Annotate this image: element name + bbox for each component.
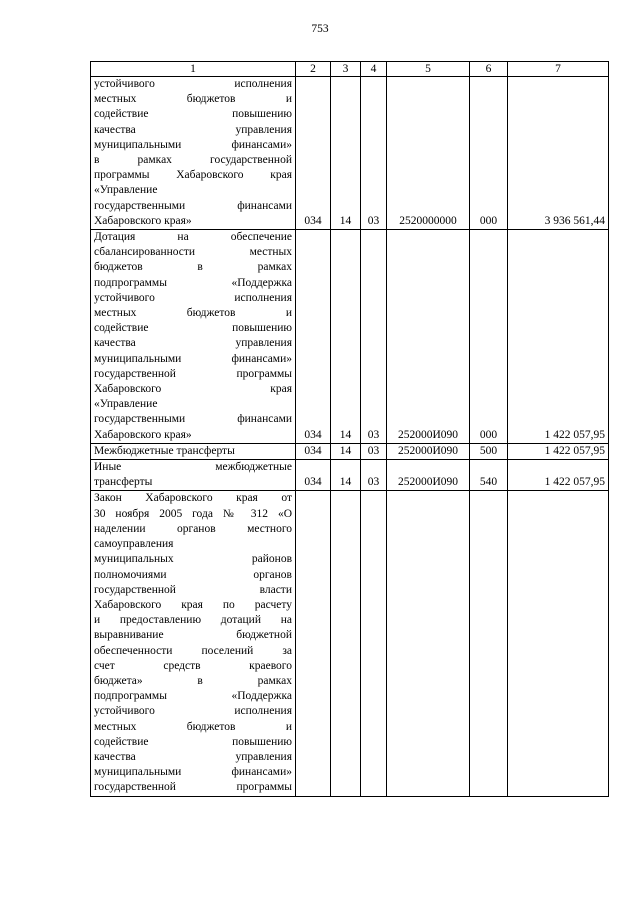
row-code-admin: 034 (296, 460, 331, 491)
row-code-expense-type: 000 (470, 230, 508, 444)
row-name-line: подпрограммы «Поддержка (94, 690, 292, 703)
row-name-line: Межбюджетные трансферты (94, 444, 235, 457)
budget-table (90, 61, 609, 797)
row-name-line: содействие повышению (94, 735, 292, 748)
row-amount: 3 936 561,44 (508, 77, 609, 230)
row-code-subsection: 03 (361, 443, 387, 459)
row-name-line: Хабаровского края» (94, 428, 192, 441)
header-col-5: 5 (387, 62, 470, 77)
header-col-6: 6 (470, 62, 508, 77)
row-name-line: трансферты (94, 476, 153, 489)
row-name-line: содействие повышению (94, 322, 292, 335)
table-row (91, 443, 609, 459)
row-amount (508, 491, 609, 796)
row-code-target: 252000И090 (387, 460, 470, 491)
row-name-line: муниципальными финансами» (94, 138, 292, 151)
row-name-cell (91, 443, 296, 459)
row-name-line: наделении органов местного (94, 522, 292, 535)
table-header-row (91, 62, 609, 77)
row-code-expense-type: 000 (470, 77, 508, 230)
row-code-target: 2520000000 (387, 77, 470, 230)
row-name-line: Иные межбюджетные (94, 461, 292, 474)
row-name-line: самоуправления (94, 538, 174, 551)
row-code-section: 14 (331, 230, 361, 444)
row-name-cell (91, 77, 296, 230)
row-name-line: Дотация на обеспечение (94, 231, 292, 244)
row-name-line: бюджета» в рамках (94, 674, 292, 687)
row-code-admin (296, 491, 331, 796)
row-code-section: 14 (331, 77, 361, 230)
row-name-line: Хабаровского края» (94, 214, 192, 227)
row-name-line: качества управления (94, 337, 292, 350)
row-name-line: полномочиями органов (94, 568, 292, 581)
row-name-line: муниципальными финансами» (94, 352, 292, 365)
row-code-expense-type: 500 (470, 443, 508, 459)
table-row (91, 230, 609, 444)
row-name-line: бюджетов в рамках (94, 261, 292, 274)
row-name-line: программы Хабаровского края (94, 169, 292, 182)
row-code-admin: 034 (296, 443, 331, 459)
row-name-line: Закон Хабаровского края от (94, 492, 292, 505)
row-name-line: муниципальными финансами» (94, 766, 292, 779)
row-name-line: муниципальных районов (94, 553, 292, 566)
row-name-line: государственной власти (94, 583, 292, 596)
header-col-1: 1 (91, 62, 296, 77)
row-name-cell (91, 230, 296, 444)
header-col-7: 7 (508, 62, 609, 77)
row-name-line: качества управления (94, 750, 292, 763)
table-row (91, 77, 609, 230)
row-code-expense-type: 540 (470, 460, 508, 491)
page-number: 753 (311, 23, 329, 35)
row-name-line: обеспеченности поселений за (94, 644, 292, 657)
row-code-subsection: 03 (361, 77, 387, 230)
row-amount: 1 422 057,95 (508, 460, 609, 491)
row-name-line: устойчивого исполнения (94, 78, 292, 90)
row-name-line: 30 ноября 2005 года № 312 «О (94, 507, 292, 520)
row-code-admin: 034 (296, 230, 331, 444)
header-col-4: 4 (361, 62, 387, 77)
row-code-target: 252000И090 (387, 230, 470, 444)
row-name-line: государственными финансами (94, 413, 292, 426)
row-name-line: выравнивание бюджетной (94, 629, 292, 642)
row-code-admin: 034 (296, 77, 331, 230)
table-row (91, 491, 609, 796)
row-name-line: устойчивого исполнения (94, 291, 292, 304)
row-name-line: государственной программы (94, 367, 292, 380)
row-name-line: и предоставлению дотаций на (94, 614, 292, 627)
row-name-cell (91, 460, 296, 491)
row-name-line: «Управление (94, 398, 158, 411)
row-code-subsection: 03 (361, 460, 387, 491)
row-name-line: Хабаровского края (94, 383, 292, 396)
row-code-subsection (361, 491, 387, 796)
row-name-line: Хабаровского края по расчету (94, 598, 292, 611)
row-name-line: счет средств краевого (94, 659, 292, 672)
row-code-section (331, 491, 361, 796)
row-amount: 1 422 057,95 (508, 443, 609, 459)
header-col-3: 3 (331, 62, 361, 77)
row-name-line: местных бюджетов и (94, 307, 292, 320)
row-code-section: 14 (331, 443, 361, 459)
table-row (91, 460, 609, 491)
row-code-expense-type (470, 491, 508, 796)
row-code-section: 14 (331, 460, 361, 491)
row-amount: 1 422 057,95 (508, 230, 609, 444)
row-code-subsection: 03 (361, 230, 387, 444)
row-name-line: местных бюджетов и (94, 93, 292, 106)
row-name-line: подпрограммы «Поддержка (94, 276, 292, 289)
row-name-cell (91, 491, 296, 796)
row-name-line: «Управление (94, 184, 158, 197)
row-name-line: сбалансированности местных (94, 246, 292, 259)
row-name-line: государственными финансами (94, 199, 292, 212)
row-name-line: содействие повышению (94, 108, 292, 121)
row-code-target (387, 491, 470, 796)
header-col-2: 2 (296, 62, 331, 77)
row-name-line: государственной программы (94, 781, 292, 794)
row-name-line: в рамках государственной (94, 154, 292, 167)
row-name-line: местных бюджетов и (94, 720, 292, 733)
row-name-line: качества управления (94, 123, 292, 136)
row-name-line: устойчивого исполнения (94, 705, 292, 718)
row-code-target: 252000И090 (387, 443, 470, 459)
